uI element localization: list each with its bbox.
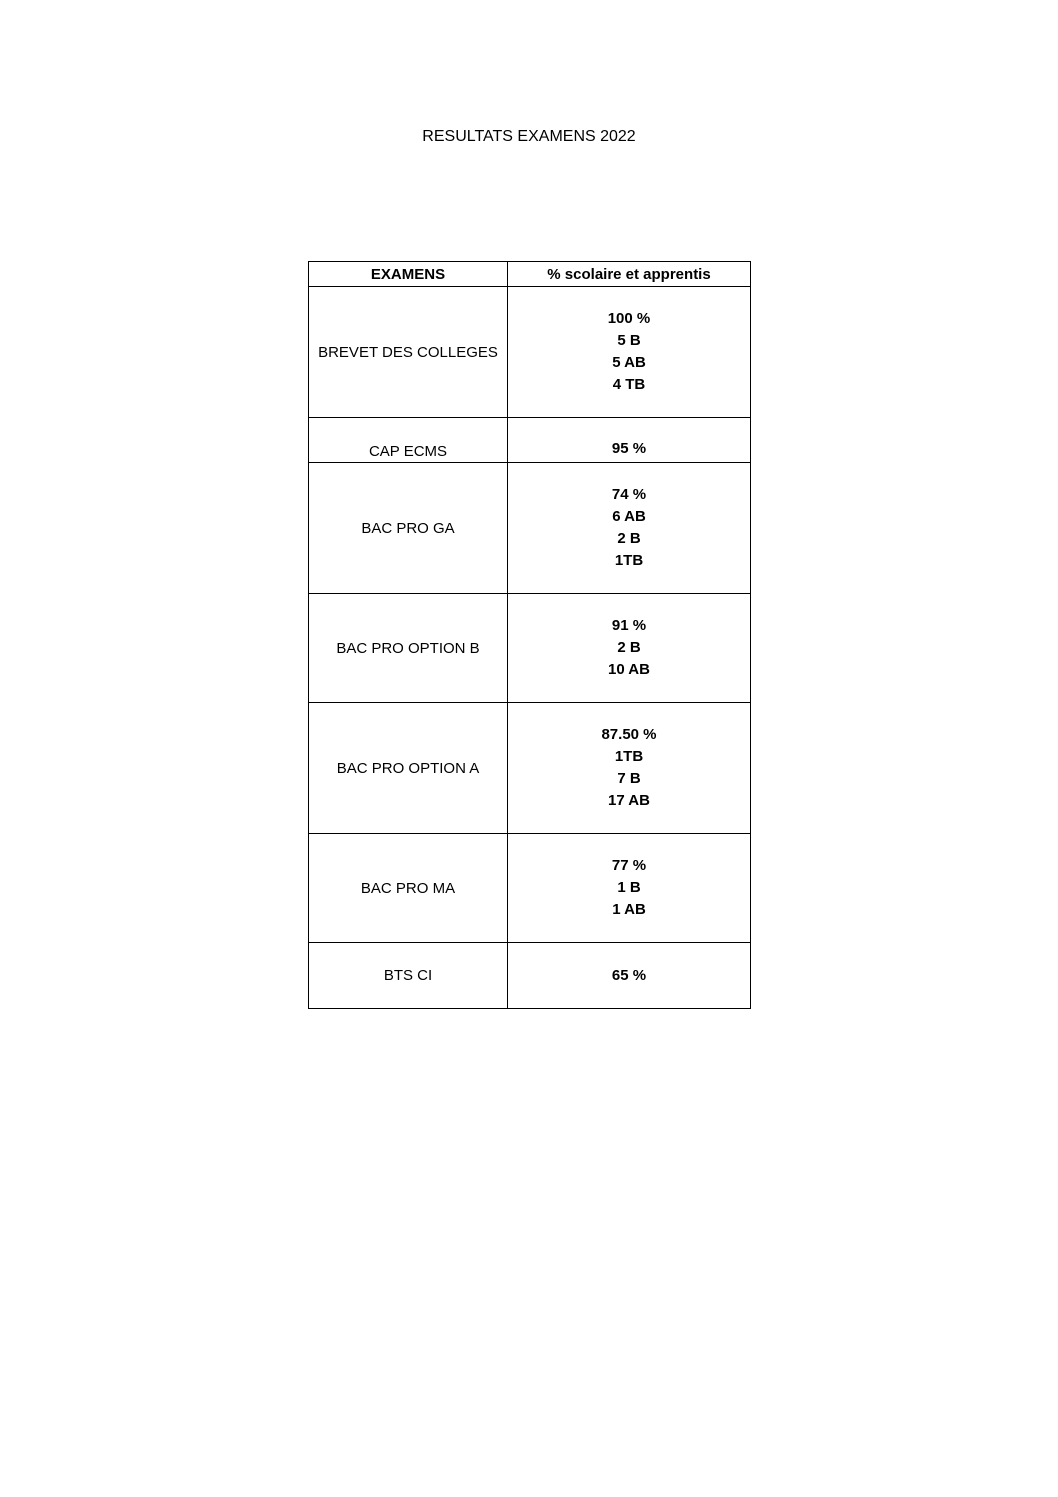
result-line: 100 % xyxy=(607,310,651,327)
column-header-exams: EXAMENS xyxy=(309,262,508,287)
table-row xyxy=(309,418,751,463)
exam-result xyxy=(508,834,751,943)
result-line: 10 AB xyxy=(608,661,650,678)
exam-result xyxy=(508,594,751,703)
exam-name: CAP ECMS xyxy=(309,418,508,463)
exam-name: BAC PRO OPTION A xyxy=(309,703,508,834)
result-line: 1 B xyxy=(617,879,641,896)
table-row xyxy=(309,463,751,594)
result-line: 5 AB xyxy=(612,354,646,371)
result-line: 1 AB xyxy=(612,901,646,918)
exam-result xyxy=(508,703,751,834)
exam-name: BAC PRO MA xyxy=(309,834,508,943)
exam-result xyxy=(508,943,751,1009)
result-line: 5 B xyxy=(617,332,641,349)
table-row xyxy=(309,703,751,834)
result-line: 65 % xyxy=(611,966,647,984)
result-line: 2 B xyxy=(617,639,641,656)
table-row xyxy=(309,594,751,703)
table-row xyxy=(309,834,751,943)
result-line: 95 % xyxy=(611,440,647,457)
page-title: RESULTATS EXAMENS 2022 xyxy=(422,128,636,145)
table-header-row xyxy=(309,262,751,287)
column-header-percentage: % scolaire et apprentis xyxy=(508,262,751,287)
result-line: 6 AB xyxy=(612,508,646,525)
table-row xyxy=(309,287,751,418)
result-line: 1TB xyxy=(614,552,644,569)
result-line: 4 TB xyxy=(612,376,646,393)
result-line: 17 AB xyxy=(608,792,650,809)
result-line: 2 B xyxy=(617,530,641,547)
result-line: 87.50 % xyxy=(601,726,657,743)
exam-result xyxy=(508,287,751,418)
results-table xyxy=(308,261,751,1009)
exam-result xyxy=(508,463,751,594)
exam-name: BTS CI xyxy=(309,943,508,1009)
table-row xyxy=(309,943,751,1009)
result-line: 1TB xyxy=(614,748,644,765)
result-line: 74 % xyxy=(611,486,647,503)
result-line: 91 % xyxy=(611,617,647,634)
result-line: 77 % xyxy=(611,857,647,874)
result-line: 7 B xyxy=(617,770,641,787)
exam-result xyxy=(508,418,751,463)
exam-name: BAC PRO GA xyxy=(309,463,508,594)
exam-name: BREVET DES COLLEGES xyxy=(309,287,508,418)
exam-name: BAC PRO OPTION B xyxy=(309,594,508,703)
